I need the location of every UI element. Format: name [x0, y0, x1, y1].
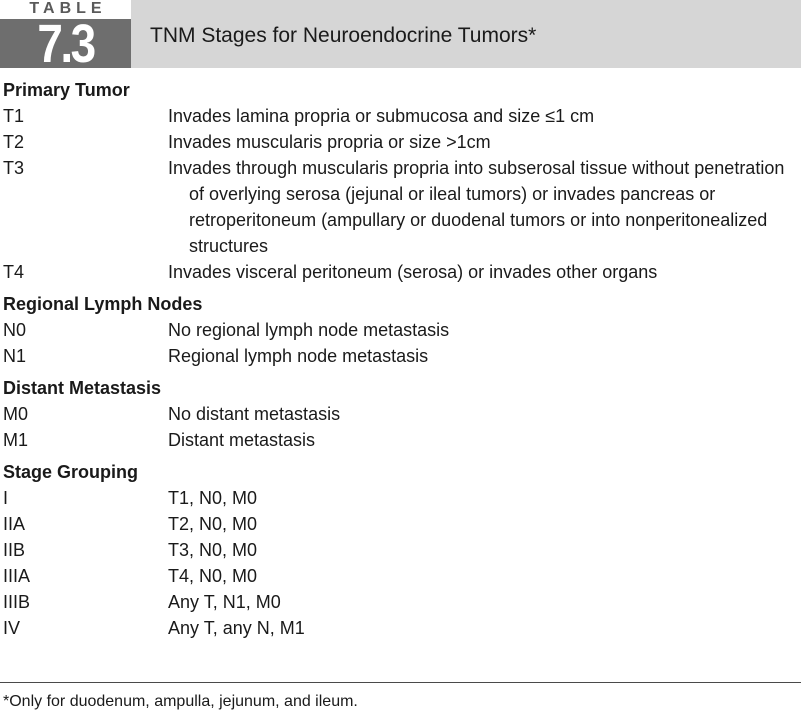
row-code: IIIA — [3, 566, 31, 586]
table-row — [0, 317, 801, 343]
table-row — [0, 511, 801, 537]
table-row — [0, 259, 801, 285]
row-code: IIIB — [3, 592, 31, 612]
row-description: No regional lymph node metastasis — [168, 320, 450, 340]
row-code: T1 — [3, 106, 25, 126]
footnote: *Only for duodenum, ampulla, jejunum, and ileum. — [3, 693, 358, 710]
table-row — [0, 343, 801, 369]
table-row — [0, 589, 801, 615]
row-description: Distant metastasis — [168, 430, 316, 450]
table-row — [0, 427, 801, 453]
row-description: Invades lamina propria or submucosa and size ≤1 cm — [168, 106, 595, 126]
table-row — [0, 401, 801, 427]
table-row — [0, 615, 801, 641]
row-description: T4, N0, M0 — [168, 566, 258, 586]
section-primary-tumor — [0, 77, 801, 285]
row-description: T1, N0, M0 — [168, 488, 258, 508]
row-code: T3 — [3, 158, 25, 178]
row-code: IV — [3, 618, 21, 638]
row-code: I — [3, 488, 9, 508]
row-code: N0 — [3, 320, 27, 340]
table-row — [0, 563, 801, 589]
table-row — [0, 129, 801, 155]
table-number-badge — [0, 0, 131, 74]
row-code: T4 — [3, 262, 25, 282]
row-code: IIA — [3, 514, 26, 534]
table-title: TNM Stages for Neuroendocrine Tumors* — [150, 24, 537, 47]
row-description: Invades through muscularis propria into subserosal tissue without penetration of overlying serosa (jejunal or ileal tumors) or invades pancreas or retroperitoneum (ampullary or duodenal tumors or into nonperitonealized structures — [168, 158, 785, 256]
section-distant-metastasis — [0, 375, 801, 453]
table-number: 7.3 — [37, 14, 94, 74]
table-body — [0, 77, 801, 647]
row-description: Regional lymph node metastasis — [168, 346, 429, 366]
section-heading: Primary Tumor — [3, 80, 130, 100]
row-description: No distant metastasis — [168, 404, 341, 424]
row-description: Any T, any N, M1 — [168, 618, 305, 638]
row-code: IIB — [3, 540, 26, 560]
row-code: T2 — [3, 132, 25, 152]
table-label: TABLE — [0, 0, 131, 17]
section-heading: Regional Lymph Nodes — [3, 294, 203, 314]
row-description: T3, N0, M0 — [168, 540, 258, 560]
row-code: N1 — [3, 346, 27, 366]
row-code: M0 — [3, 404, 29, 424]
section-stage-grouping — [0, 459, 801, 641]
row-description: T2, N0, M0 — [168, 514, 258, 534]
table-row — [0, 155, 801, 259]
section-heading: Stage Grouping — [3, 462, 138, 482]
row-description: Invades visceral peritoneum (serosa) or invades other organs — [168, 262, 658, 282]
table-row — [0, 537, 801, 563]
table-row — [0, 103, 801, 129]
table-header — [0, 0, 801, 74]
footer-divider — [0, 682, 801, 683]
section-regional-lymph-nodes — [0, 291, 801, 369]
row-code: M1 — [3, 430, 29, 450]
section-heading: Distant Metastasis — [3, 378, 162, 398]
row-description: Any T, N1, M0 — [168, 592, 281, 612]
row-description: Invades muscularis propria or size >1cm — [168, 132, 491, 152]
table-row — [0, 485, 801, 511]
